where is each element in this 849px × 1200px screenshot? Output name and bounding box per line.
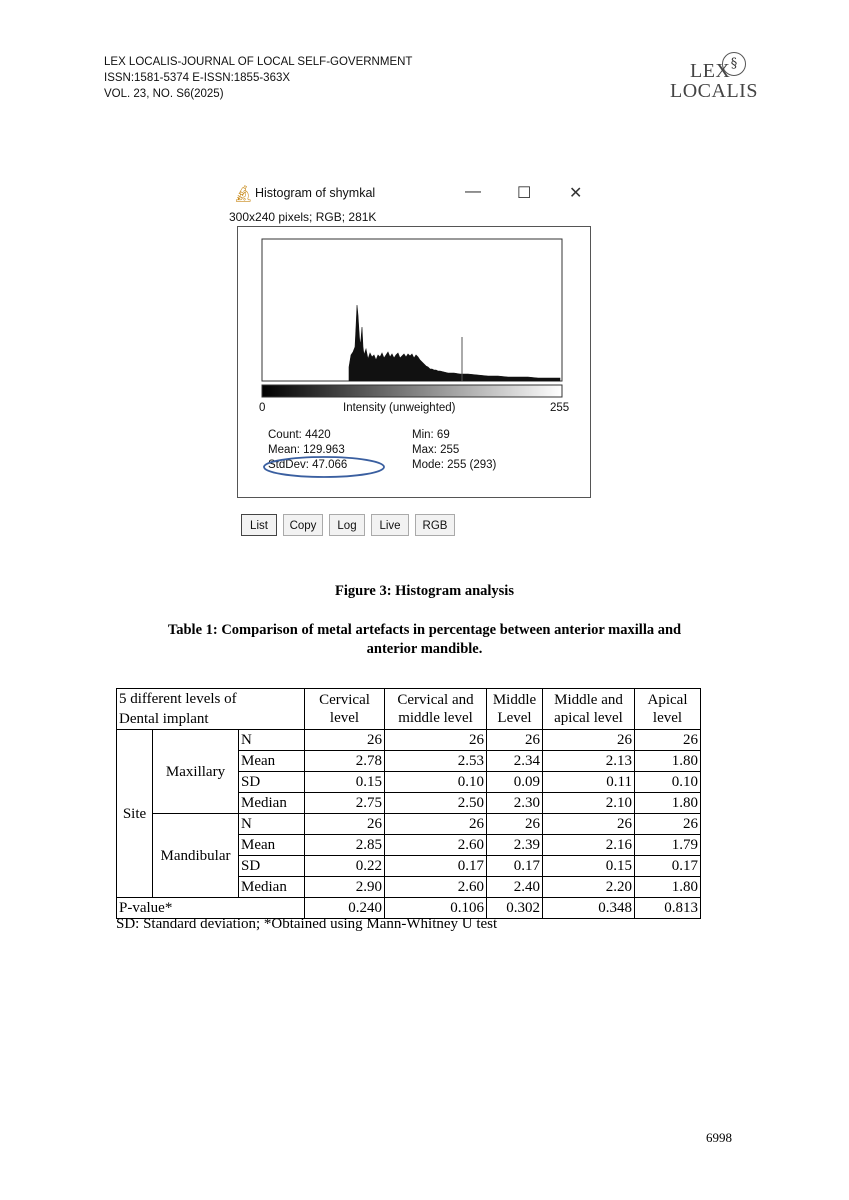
cell: 2.40 bbox=[487, 877, 543, 898]
cell: 26 bbox=[305, 814, 385, 835]
window-title: Histogram of shymkal bbox=[255, 186, 376, 200]
table-caption-line1: Table 1: Comparison of metal artefacts in percentage between anterior maxilla and bbox=[167, 622, 682, 638]
cell: 0.15 bbox=[305, 772, 385, 793]
cell: 2.78 bbox=[305, 751, 385, 772]
col-header-middle: Middle Level bbox=[487, 689, 543, 730]
cell: 0.22 bbox=[305, 856, 385, 877]
cell: 2.50 bbox=[385, 793, 487, 814]
axis-min-label: 0 bbox=[259, 402, 266, 414]
cell: 0.11 bbox=[543, 772, 635, 793]
cell: 2.20 bbox=[543, 877, 635, 898]
window-titlebar[interactable] bbox=[229, 180, 593, 208]
cell: 26 bbox=[543, 814, 635, 835]
cell: 0.10 bbox=[635, 772, 701, 793]
cell: 0.302 bbox=[487, 898, 543, 919]
journal-volume: VOL. 23, NO. S6(2025) bbox=[104, 88, 224, 100]
section-sign-icon: § bbox=[722, 52, 746, 76]
cell: 1.80 bbox=[635, 751, 701, 772]
col-header-cervical-middle: Cervical and middle level bbox=[385, 689, 487, 730]
axis-max-label: 255 bbox=[550, 402, 570, 414]
cell: 2.60 bbox=[385, 877, 487, 898]
cell: 2.90 bbox=[305, 877, 385, 898]
copy-button[interactable]: Copy bbox=[283, 514, 323, 536]
cell: 2.60 bbox=[385, 835, 487, 856]
cell: 0.17 bbox=[487, 856, 543, 877]
microscope-icon: 🔬︎ bbox=[233, 186, 254, 203]
group-mandibular: Mandibular bbox=[153, 814, 239, 898]
pvalue-label: P-value* bbox=[117, 898, 305, 919]
cell: 26 bbox=[487, 814, 543, 835]
table-caption-line2: anterior mandible. bbox=[366, 641, 483, 657]
stat-label: Mean bbox=[239, 835, 305, 856]
stddev-highlight-ellipse bbox=[260, 454, 390, 480]
cell: 1.80 bbox=[635, 877, 701, 898]
col-header-apical: Apical level bbox=[635, 689, 701, 730]
stat-count: Count: 4420 bbox=[268, 429, 331, 441]
histogram-window bbox=[229, 180, 593, 550]
image-info: 300x240 pixels; RGB; 281K bbox=[229, 210, 377, 224]
cell: 0.17 bbox=[635, 856, 701, 877]
cell: 0.106 bbox=[385, 898, 487, 919]
table-header-row bbox=[117, 689, 701, 730]
cell: 0.09 bbox=[487, 772, 543, 793]
minimize-icon[interactable]: — bbox=[465, 183, 481, 200]
lex-localis-logo bbox=[668, 48, 760, 108]
comparison-table bbox=[116, 688, 701, 919]
cell: 26 bbox=[543, 730, 635, 751]
site-label: Site bbox=[117, 730, 153, 898]
stat-mode: Mode: 255 (293) bbox=[412, 459, 497, 471]
cell: 2.53 bbox=[385, 751, 487, 772]
cell: 2.39 bbox=[487, 835, 543, 856]
cell: 2.16 bbox=[543, 835, 635, 856]
col-header-middle-apical: Middle and apical level bbox=[543, 689, 635, 730]
cell: 0.17 bbox=[385, 856, 487, 877]
stat-label: N bbox=[239, 730, 305, 751]
logo-line2: LOCALIS bbox=[670, 80, 758, 102]
corner-line2: Dental implant bbox=[119, 711, 209, 727]
table-row bbox=[117, 814, 701, 835]
journal-issn: ISSN:1581-5374 E-ISSN:1855-363X bbox=[104, 72, 291, 84]
logo-line1: LEX bbox=[690, 60, 731, 82]
col-header-cervical: Cervical level bbox=[305, 689, 385, 730]
log-button[interactable]: Log bbox=[329, 514, 365, 536]
group-maxillary: Maxillary bbox=[153, 730, 239, 814]
stat-label: N bbox=[239, 814, 305, 835]
cell: 0.15 bbox=[543, 856, 635, 877]
cell: 26 bbox=[305, 730, 385, 751]
cell: 26 bbox=[385, 730, 487, 751]
stat-label: Median bbox=[239, 877, 305, 898]
cell: 26 bbox=[635, 730, 701, 751]
axis-label: Intensity (unweighted) bbox=[343, 402, 456, 414]
stat-label: Mean bbox=[239, 751, 305, 772]
cell: 26 bbox=[635, 814, 701, 835]
stat-mean: Mean: 129.963 bbox=[268, 444, 345, 456]
stat-label: Median bbox=[239, 793, 305, 814]
cell: 26 bbox=[385, 814, 487, 835]
journal-header bbox=[104, 54, 412, 102]
stat-label: SD bbox=[239, 772, 305, 793]
figure-caption: Figure 3: Histogram analysis bbox=[335, 583, 514, 599]
histogram-panel bbox=[237, 226, 591, 498]
table-row bbox=[117, 730, 701, 751]
cell: 0.10 bbox=[385, 772, 487, 793]
page-number: 6998 bbox=[706, 1130, 732, 1145]
cell: 0.813 bbox=[635, 898, 701, 919]
cell: 2.13 bbox=[543, 751, 635, 772]
cell: 0.348 bbox=[543, 898, 635, 919]
stat-label: SD bbox=[239, 856, 305, 877]
cell: 0.240 bbox=[305, 898, 385, 919]
table-footnote: SD: Standard deviation; *Obtained using Mann-Whitney U test bbox=[116, 916, 498, 932]
live-button[interactable]: Live bbox=[371, 514, 409, 536]
corner-line1: 5 different levels of bbox=[119, 691, 237, 707]
journal-title: LEX LOCALIS-JOURNAL OF LOCAL SELF-GOVERNMENT bbox=[104, 56, 413, 68]
maximize-icon[interactable]: ☐ bbox=[517, 185, 532, 202]
cell: 2.85 bbox=[305, 835, 385, 856]
cell: 2.30 bbox=[487, 793, 543, 814]
stat-max: Max: 255 bbox=[412, 444, 460, 456]
cell: 1.80 bbox=[635, 793, 701, 814]
cell: 2.75 bbox=[305, 793, 385, 814]
intensity-gradient-bar bbox=[262, 385, 562, 397]
stat-stddev: StdDev: 47.066 bbox=[268, 459, 348, 471]
stat-min: Min: 69 bbox=[412, 429, 450, 441]
cell: 1.79 bbox=[635, 835, 701, 856]
corner-header bbox=[117, 689, 305, 730]
cell: 26 bbox=[487, 730, 543, 751]
cell: 2.10 bbox=[543, 793, 635, 814]
rgb-button[interactable]: RGB bbox=[415, 514, 455, 536]
cell: 2.34 bbox=[487, 751, 543, 772]
list-button[interactable]: List bbox=[241, 514, 277, 536]
close-icon[interactable]: ✕ bbox=[569, 185, 583, 202]
